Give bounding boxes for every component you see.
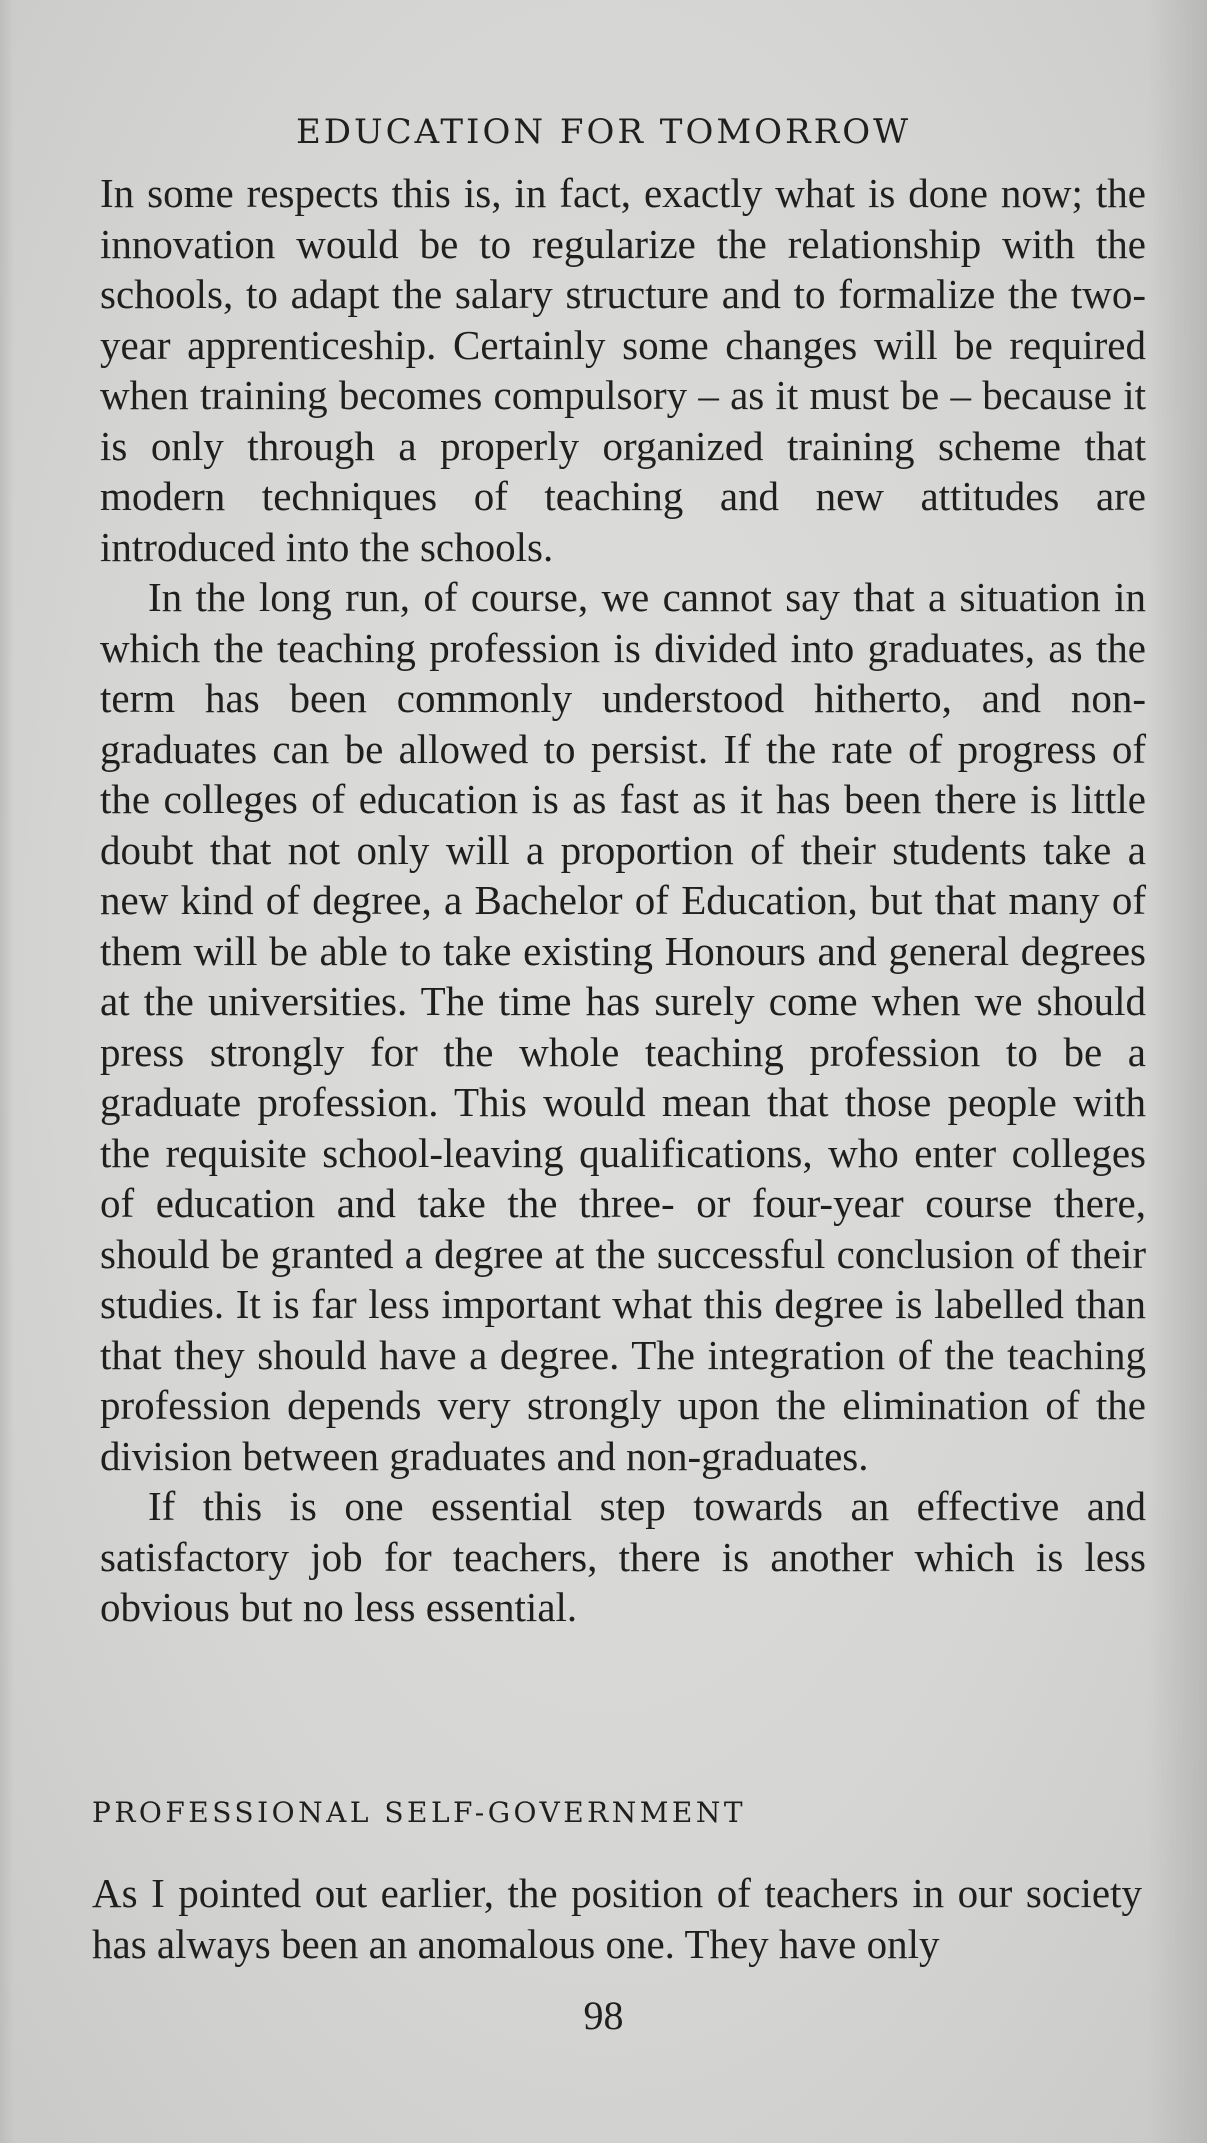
page-shadow-left bbox=[0, 0, 14, 2143]
page-shadow-right bbox=[1147, 0, 1207, 2143]
paragraph-1: In some respects this is, in fact, exactly what is done now; the innovation would be to regularize the relationship with the schools, to adapt the salary structure and to formalize the two-year apprenticeship. Certainly some changes will be required when training becomes compulsory – as it must be – because it is only through a properly organized training scheme that modern techniques of teaching and new attitudes are introduced into the schools. bbox=[100, 170, 1146, 570]
paragraph-2: In the long run, of course, we cannot say that a situation in which the teaching profession is divided into graduates, as the term has been commonly understood hitherto, and non-graduates can be allowed to persist. If the rate of progress of the colleges of education is as fast as it has been there is little doubt that not only will a proportion of their students take a new kind of degree, a Bachelor of Education, but that many of them will be able to take existing Honours and general degrees at the universities. The time has surely come when we should press strongly for the whole teaching profession to be a graduate profession. This would mean that those people with the requisite school-leaving qualifications, who enter colleges of education and take the three- or four-year course there, should be granted a degree at the successful conclusion of their studies. It is far less important what this degree is labelled than that they should have a degree. The integration of the teaching profession depends very strongly upon the elimination of the division between graduates and non-graduates. bbox=[100, 574, 1146, 1479]
page-number: 98 bbox=[583, 1993, 624, 2038]
body-text bbox=[100, 168, 1146, 1633]
paragraph-3: If this is one essential step towards an effective and satisfactory job for teachers, there is another which is less obvious but no less essential. bbox=[100, 1483, 1146, 1630]
section-paragraph: As I pointed out earlier, the position of teachers in our society has always been an anomalous one. They have only bbox=[92, 1870, 1142, 1967]
section-heading: PROFESSIONAL SELF-GOVERNMENT bbox=[92, 1796, 747, 1829]
running-head: EDUCATION FOR TOMORROW bbox=[295, 112, 912, 152]
